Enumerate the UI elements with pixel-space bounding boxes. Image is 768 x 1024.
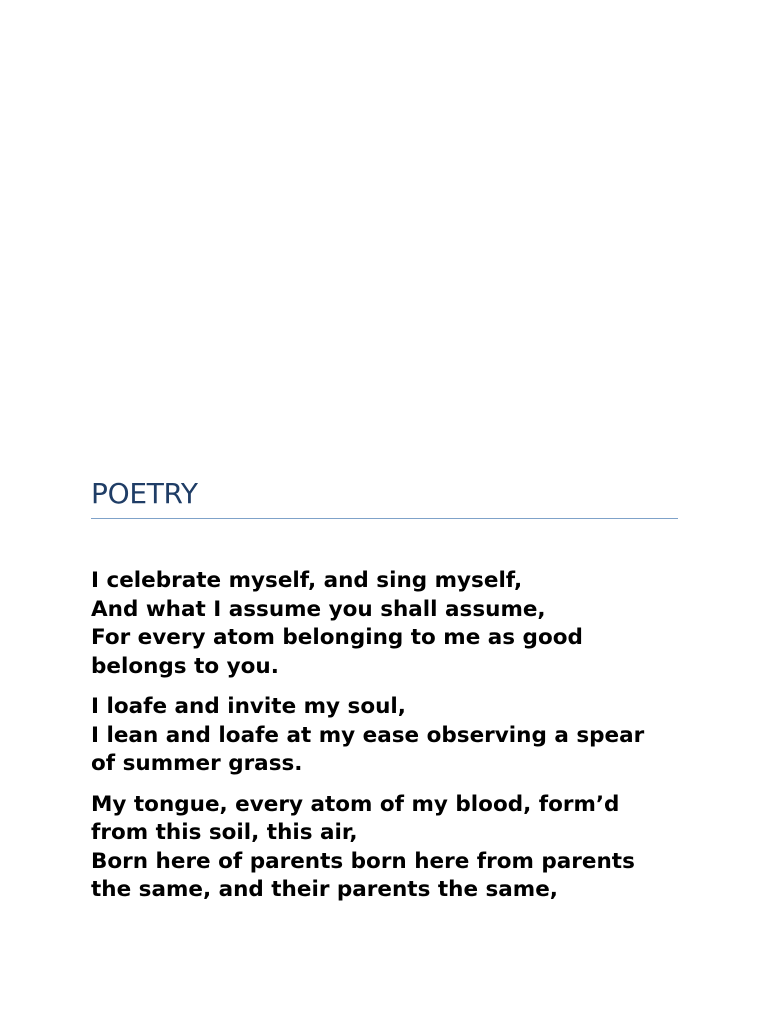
section-heading: POETRY [91,477,198,510]
poem-line: I celebrate myself, and sing myself, [91,568,523,593]
poem-line: My tongue, every atom of my blood, form’d [91,791,620,817]
poem-line: Born here of parents born here from parents [91,848,635,874]
poem-line: belongs to you. [91,653,279,679]
poetry-section [91,474,678,905]
stanza-3 [91,791,678,905]
poem-line: For every atom belonging to me as good [91,625,583,650]
poem-line: of summer grass. [91,751,303,776]
heading-underline [91,518,678,519]
stanza-2 [91,693,678,779]
stanza-1 [91,567,678,681]
poem-line: the same, and their parents the same, [91,877,558,902]
poem-line: I loafe and invite my soul, [91,694,406,719]
poem-line: I lean and loafe at my ease observing a spear [91,722,645,748]
poem-line: from this soil, this air, [91,820,358,845]
poem-line: And what I assume you shall assume, [91,596,546,622]
